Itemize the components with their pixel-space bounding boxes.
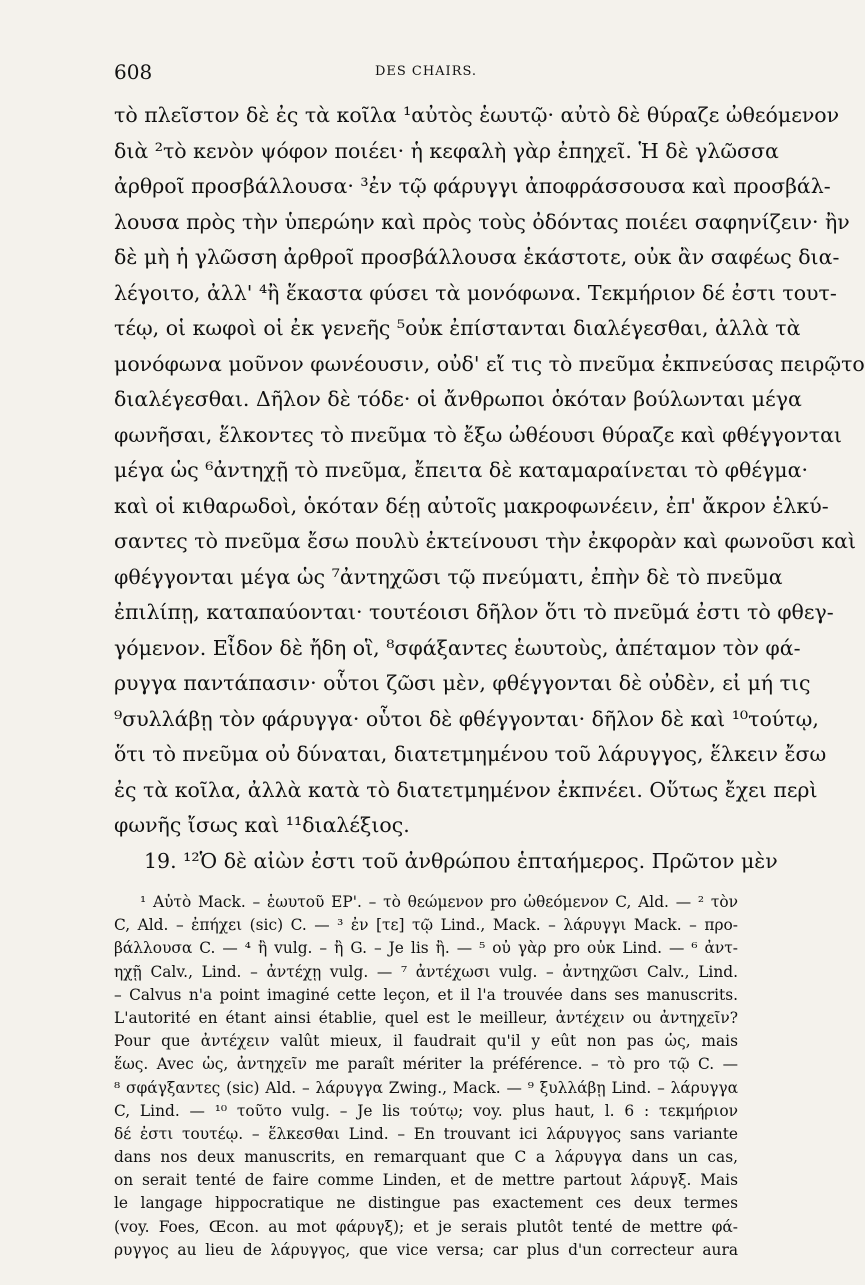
footnote-line: (voy. Foes, Œcon. au mot φάρυγξ); et je serais plutôt tenté de mettre φά- [114,1217,738,1236]
footnote-line: ἕως. Avec ὡς, ἀντηχεῖν me paraît mériter la préférence. – τὸ pro τῷ C. — [114,1055,738,1074]
page-number: 608 [114,60,153,84]
footnote-line: – Calvus n'a point imaginé cette leçon, et il l'a trouvée dans ses manuscrits. [114,985,738,1004]
footnotes [114,891,738,1262]
text-line: γόμενον. Εἶδον δὲ ἤδη οἳ, ⁸σφάξαντες ἑωυτοὺς, ἀπέταμον τὸν φά- [114,635,801,660]
footnote-line: δέ ἐστι τουτέῳ. – ἕλκεσθαι Lind. – En trouvant ici λάρυγγος sans variante [114,1124,738,1143]
text-line: ἐς τὰ κοῖλα, ἀλλὰ κατὰ τὸ διατετμημένον ἐκπνέει. Οὕτως ἔχει περὶ [114,777,818,802]
page-header [114,58,738,98]
text-line: καὶ οἱ κιθαρωδοὶ, ὁκόταν δέῃ αὐτοῖς μακροφωνέειν, ἐπ' ἄκρον ἑλκύ- [114,493,829,518]
text-line: ⁹συλλάβῃ τὸν φάρυγγα· οὗτοι δὲ φθέγγονται· δῆλον δὲ καὶ ¹⁰τούτῳ, [114,706,819,731]
footnote-line: L'autorité en étant ainsi établie, quel est le meilleur, ἀντέχειν ou ἀντηχεῖν? [114,1008,738,1027]
footnote-line: C, Lind. — ¹⁰ τοῦτο vulg. – Je lis τούτῳ; voy. plus haut, l. 6 : τεκμήριον [114,1101,738,1120]
text-line: μονόφωνα μοῦνον φωνέουσιν, οὐδ' εἴ τις τὸ πνεῦμα ἐκπνεύσας πειρῷτο [114,351,865,376]
footnote-line: on serait tenté de faire comme Linden, et de mettre partout λάρυγξ. Mais [114,1171,738,1190]
running-head: DES CHAIRS. [374,64,478,79]
text-line: ρυγγα παντάπασιν· οὗτοι ζῶσι μὲν, φθέγγονται δὲ οὐδὲν, εἰ μή τις [114,671,811,695]
footnote-line: Pour que ἀντέχειν valût mieux, il faudrait qu'il y eût non pas ὡς, mais [114,1032,738,1051]
text-line: ἐπιλίπῃ, καταπαύονται· τουτέοισι δῆλον ὅτι τὸ πνεῦμά ἐστι τὸ φθεγ- [114,600,834,624]
text-line: λέγοιτο, ἀλλ' ⁴ἢ ἕκαστα φύσει τὰ μονόφωνα. Τεκμήριον δέ ἐστι τουτ- [114,280,837,305]
footnote-line: C, Ald. – ἐπήχει (sic) C. — ³ ἐν [τε] τῷ Lind., Mack. – λάρυγγι Mack. – προ- [114,916,738,935]
text-line: δὲ μὴ ἡ γλῶσση ἀρθροῖ προσβάλλουσα ἑκάστοτε, οὐκ ἂν σαφέως δια- [114,245,840,269]
text-line: σαντες τὸ πνεῦμα ἔσω πουλὺ ἐκτείνουσι τὴν ἐκφορὰν καὶ φωνοῦσι καὶ [114,529,857,553]
text-line: ἀρθροῖ προσβάλλουσα· ³ἐν τῷ φάρυγγι ἀποφράσσουσα καὶ προσβάλ- [114,174,831,198]
text-line: διὰ ²τὸ κενὸν ψόφον ποιέει· ἡ κεφαλὴ γὰρ ἐπηχεῖ. Ἡ δὲ γλῶσσα [114,138,779,163]
footnote-line: ⁸ σφάγξαντες (sic) Ald. – λάρυγγα Zwing., Mack. — ⁹ ξυλλάβῃ Lind. – λάρυγγα [114,1078,738,1097]
text-line: λουσα πρὸς τὴν ὑπερώην καὶ πρὸς τοὺς ὀδόντας ποιέει σαφηνίζειν· ἢν [114,209,850,234]
text-line: τέῳ, οἱ κωφοὶ οἱ ἐκ γενεῆς ⁵οὐκ ἐπίστανται διαλέγεσθαι, ἀλλὰ τὰ [114,316,801,340]
footnote-line: ¹ Αὐτὸ Mack. – ἑωυτοῦ EP'. – τὸ θεώμενον pro ὠθεόμενον C, Ald. — ² τὸν [140,893,738,911]
footnote-line: le langage hippocratique ne distingue pas exactement ces deux termes [114,1194,738,1213]
section-19-heading-line: 19. ¹²Ὁ δὲ αἰὼν ἐστι τοῦ ἀνθρώπου ἑπταήμερος. Πρῶτον μὲν [144,848,778,873]
text-line: διαλέγεσθαι. Δῆλον δὲ τόδε· οἱ ἄνθρωποι ὁκόταν βούλωνται μέγα [114,387,802,411]
main-text [114,98,865,879]
footnote-line: ηχῇ Calv., Lind. – ἀντέχῃ vulg. — ⁷ ἀντέχωσι vulg. – ἀντηχῶσι Calv., Lind. [114,962,738,981]
footnote-line: ρυγγος au lieu de λάρυγγος, que vice versa; car plus d'un correcteur aura [114,1240,738,1259]
text-line: τὸ πλεῖστον δὲ ἐς τὰ κοῖλα ¹αὐτὸς ἑωυτῷ· αὐτὸ δὲ θύραζε ὠθεόμενον [114,103,840,127]
text-line: μέγα ὡς ⁶ἀντηχῇ τὸ πνεῦμα, ἔπειτα δὲ καταμαραίνεται τὸ φθέγμα· [114,458,808,482]
text-line: φθέγγονται μέγα ὡς ⁷ἀντηχῶσι τῷ πνεύματι, ἐπὴν δὲ τὸ πνεῦμα [114,564,783,589]
text-line: ὅτι τὸ πνεῦμα οὐ δύναται, διατετμημένου τοῦ λάρυγγος, ἕλκειν ἔσω [114,742,827,766]
footnote-line: dans nos deux manuscrits, en remarquant que C a λάρυγγα dans un cas, [114,1148,738,1167]
footnote-line: βάλλουσα C. — ⁴ ἢ vulg. – ἢ G. – Je lis ἢ. — ⁵ οὐ γὰρ pro οὐκ Lind. — ⁶ ἀντ- [114,939,738,958]
text-line: φωνῆς ἴσως καὶ ¹¹διαλέξιος. [114,813,410,837]
text-line: φωνῆσαι, ἕλκοντες τὸ πνεῦμα τὸ ἔξω ὠθέουσι θύραζε καὶ φθέγγονται [114,422,842,447]
